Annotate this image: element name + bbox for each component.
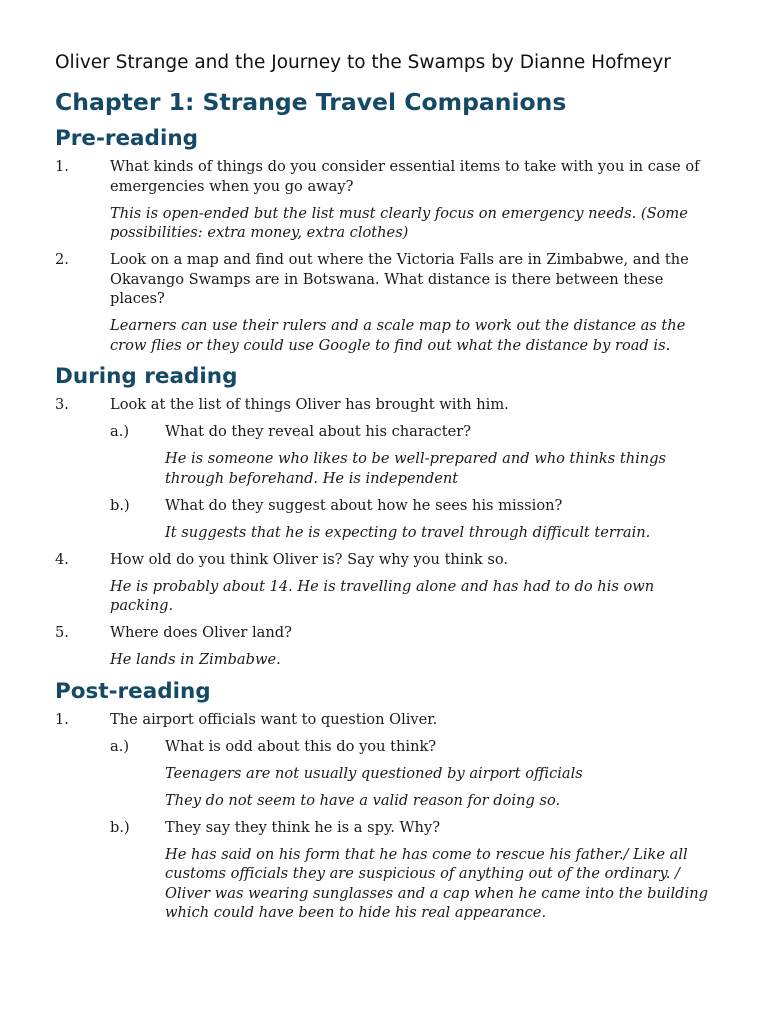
question-number: 4. bbox=[55, 550, 69, 568]
document-title: Oliver Strange and the Journey to the Swamps by Dianne Hofmeyr bbox=[55, 52, 671, 73]
question-number: 1. bbox=[55, 158, 69, 175]
answer-text: They do not seem to have a valid reason for doing so. bbox=[165, 791, 561, 809]
sub-question-text: What do they suggest about how he sees his mission? bbox=[165, 496, 563, 514]
answer-text: He is someone who likes to be well-prepared and who thinks things through beforehand. He is independent bbox=[165, 450, 667, 487]
question-text: Look at the list of things Oliver has brought with him. bbox=[110, 396, 509, 413]
question-item bbox=[55, 157, 715, 196]
answer-text: He lands in Zimbabwe. bbox=[110, 651, 281, 668]
question-text: How old do you think Oliver is? Say why you think so. bbox=[110, 550, 509, 568]
answer-text: It suggests that he is expecting to travel through difficult terrain. bbox=[165, 523, 651, 541]
sub-question-text: What is odd about this do you think? bbox=[165, 737, 437, 755]
question-number: 3. bbox=[55, 396, 69, 413]
answer-text: He is probably about 14. He is travelling alone and has had to do his own packing. bbox=[110, 577, 655, 614]
question-number: 2. bbox=[55, 251, 69, 268]
document-page bbox=[55, 50, 715, 930]
sub-question-letter: a.) bbox=[110, 737, 130, 755]
sub-question-letter: b.) bbox=[110, 818, 130, 836]
sub-question-letter: a.) bbox=[110, 423, 130, 440]
answer-text: Teenagers are not usually questioned by airport officials bbox=[165, 764, 583, 782]
answer-text: Learners can use their rulers and a scale map to work out the distance as the crow flies or they could use Google to find out what the distance by road is. bbox=[110, 317, 686, 354]
sub-question-item bbox=[110, 422, 715, 442]
question-text: Look on a map and find out where the Victoria Falls are in Zimbabwe, and the Okavango Swamps are in Botswana. What distance is there between these places? bbox=[110, 251, 689, 307]
section-heading-post-reading: Post-reading bbox=[55, 678, 211, 704]
question-text: The airport officials want to question Oliver. bbox=[110, 710, 438, 728]
answer-text: This is open-ended but the list must clearly focus on emergency needs. (Some possibilities: extra money, extra clothes) bbox=[110, 204, 688, 241]
question-text: Where does Oliver land? bbox=[110, 624, 292, 641]
question-item bbox=[55, 395, 715, 415]
sub-question-letter: b.) bbox=[110, 496, 130, 514]
sub-question-text: What do they reveal about his character? bbox=[165, 423, 472, 440]
chapter-title: Chapter 1: Strange Travel Companions bbox=[55, 88, 567, 116]
question-item bbox=[55, 623, 715, 643]
answer-text: He has said on his form that he has come to rescue his father./ Like all customs officials they are suspicious of anything out of the ordinary. / Oliver was wearing sunglasses and a cap when he came into the building which could have been to hide his real appearance. bbox=[165, 845, 708, 921]
question-item bbox=[55, 550, 715, 570]
sub-question-item bbox=[110, 818, 715, 838]
section-heading-during-reading: During reading bbox=[55, 364, 238, 389]
sub-question-text: They say they think he is a spy. Why? bbox=[165, 818, 441, 836]
question-text: What kinds of things do you consider essential items to take with you in case of emergencies when you go away? bbox=[110, 158, 700, 195]
section-heading-pre-reading: Pre-reading bbox=[55, 126, 199, 151]
question-number: 1. bbox=[55, 710, 69, 728]
question-item bbox=[55, 710, 715, 730]
sub-question-item bbox=[110, 737, 715, 757]
question-item bbox=[55, 250, 715, 309]
question-number: 5. bbox=[55, 624, 69, 641]
sub-question-item bbox=[110, 496, 715, 516]
